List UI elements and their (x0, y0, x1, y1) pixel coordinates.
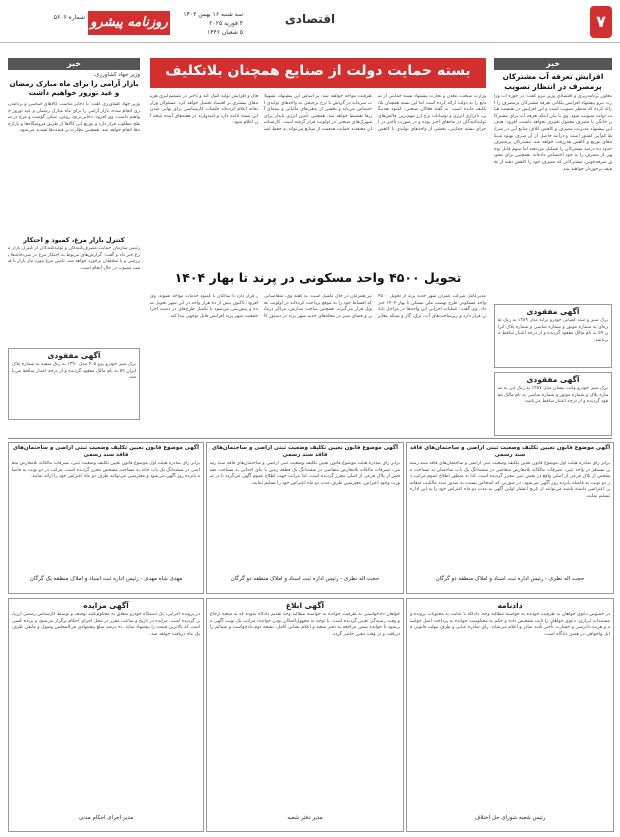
court-notice-title: دادنامه (497, 601, 523, 610)
right-news-headline: افزایش تعرفه آب مشترکان پرمصرف در انتظار تصویب (502, 72, 604, 91)
legal-notice-title: آگهی موضوع قانون تعیین تکلیف وضعیت ثبتی اراضی و ساختمان‌های فاقد سند رسمی (13, 445, 199, 458)
court-notice-signature: مدیر اجرای احکام مدنی (78, 815, 134, 821)
court-notice-body: در پرونده اجرایی، یک دستگاه خودرو متعلق به محکوم‌علیه توقیف و توسط کارشناس رسمی ارزیابی گردیده است. مزایده در تاریخ و ساعت مقرر در محل اجرای احکام برگزار می‌شود و برنده کسی است که بالاترین قیمت را پیشنهاد نماید. ده درصد مبلغ پیشنهادی فی‌المجلس وصول و مابقی ظرف یک ماه دریافت خواهد شد. (12, 612, 200, 637)
section-divider (8, 438, 612, 439)
page-number: ۷ (590, 6, 612, 38)
legal-notice (206, 442, 404, 594)
legal-notice-title: آگهی موضوع قانون تعیین تکلیف وضعیت ثبتی اراضی و ساختمان‌های فاقد سند رسمی (409, 445, 611, 458)
left-news-subheadline: کنترل بازار مرغ، کمبود و احتکار (23, 236, 125, 244)
date-gregorian: ۴ فوریه ۲۰۲۵ (209, 20, 243, 27)
left-news-body: وزیر جهاد کشاورزی گفت: با ذخایر مناسب کالاهای اساسی و برنامه‌ریزی انجام شده، بازار آرامی را برای ماه مبارک رمضان و عید نوروز خواهیم داشت. وی افزود: ذخایر برنج، روغن، شکر، گوشت و مرغ در سطح مطلوب قرار دارد و توزیع این کالاها از طریق فروشگاه‌ها و بازارچه‌ها انجام خواهد شد. همچنین نظارت بر قیمت‌ها تشدید می‌شود. (8, 102, 140, 134)
notice-box (8, 348, 140, 420)
legal-notice-title: آگهی موضوع قانون تعیین تکلیف وضعیت ثبتی اراضی و ساختمان‌های فاقد سند رسمی (212, 445, 398, 458)
notice-box (494, 304, 612, 368)
right-news-body: معاون برنامه‌ریزی و اقتصادی وزیر نیرو گفت: در حوزه آب وزارت نیرو پیشنهاد افزایش پلکانی تعرفه مشترکان پرمصرف را ارائه کرده که منتظر تصویب است و این افزایش در نشست هیئت دولت تصویب شود. وی با بیان اینکه تعرفه آب برای مشترکان خانگی با مصرف معمول تغییری نخواهد داشت، افزود: هدف این پیشنهاد مدیریت مصرف و کاهش اتلاف منابع آبی در شرایط کم‌آبی کشور است و درآمد حاصل از آن صرف بهبود شبکه‌های توزیع و کاهش هدررفت خواهد شد. مشترکان پرمصرف حدود ده درصد مشترکان را تشکیل می‌دهند اما سهم قابل توجهی از مصرف را به خود اختصاص داده‌اند. همچنین برای تشویق صرفه‌جویی، مشترکانی که مصرف خود را کاهش دهند از تخفیف برخوردار خواهند شد. (494, 94, 612, 172)
left-news-body2: رئیس سازمان حمایت مصرف‌کنندگان و تولیدکنندگان از کنترل بازار مرغ خبر داد و گفت: گزارش‌های مربوط به احتکار مرغ در سردخانه‌ها بررسی و با متخلفان برخورد خواهد شد. تامین مرغ مورد نیاز بازار با قیمت مصوب در حال انجام است. (8, 246, 140, 271)
court-notice-title: آگهی ابلاغ (285, 601, 325, 610)
news-label-right: خبر (494, 58, 612, 70)
notice-body: برگ سبز و سند کمپانی خودرو پراید مدل ۱۳۸۹ به رنگ نقره‌ای به شماره موتور و شماره شاسی و شماره پلاک ایران ۵۹ به نام مالک مفقود گردیده و از درجه اعتبار ساقط می‌باشد. (498, 318, 608, 343)
issue-number: شماره ۵۶۰۶ (53, 14, 85, 21)
second-headline: تحویل ۴۵۰۰ واحد مسکونی در پرند تا بهار ۱۴۰۴ (174, 270, 462, 285)
legal-notice-body: برابر رای صادره هیئت اول موضوع قانون تعیین تکلیف وضعیت ثبتی، تصرفات مالکانه بلامعارض متقاضی در ششدانگ یک باب خانه به مساحت مشخص محرز گردیده است. مراتب در دو نوبت به فاصله پانزده روز آگهی می‌شود و معترضین می‌توانند ظرف دو ماه اعتراض خود را ارائه نمایند. (12, 461, 200, 480)
second-story-body: مدیرعامل شرکت عمران شهر جدید پرند از تحویل ۴۵۰۰ واحد مسکونی طرح نهضت ملی مسکن تا بهار ۱۴۰۴ خبر داد. وی گفت: عملیات اجرایی این واحدها در مراحل پایانی قرار دارد و زیرساخت‌های آب، برق، گاز و شبکه معابر نیز همزمان در حال تکمیل است. به گفته وی، متقاضیانی که اقساط خود را به موقع پرداخت کرده‌اند در اولویت تحویل قرار می‌گیرند. همچنین ساخت مدارس، مراکز درمانی و فضای سبز در محله‌های جدید شهر پرند در دستور کار قرار دارد تا ساکنان با کمبود خدمات مواجه نشوند. وی افزود: تاکنون بیش از ده هزار واحد در این شهر تحویل شده و پیش‌بینی می‌شود با تکمیل طرح‌های در دست اجرا جمعیت شهر پرند افزایش قابل توجهی پیدا کند. (150, 294, 486, 319)
notice-title: آگهی مفقودی (526, 375, 580, 384)
court-notice-signature: مدیر دفتر شعبه (287, 815, 323, 821)
court-notice (206, 598, 404, 832)
date-hijri: ۵ شعبان ۱۴۴۶ (207, 29, 243, 36)
legal-notice-body: برابر رای صادره هیئت موضوع قانون تعیین تکلیف وضعیت ثبتی اراضی و ساختمان‌های فاقد سند رسمی، تصرفات مالکانه بلامعارض متقاضی در ششدانگ یک قطعه زمین با بنای احداثی به مساحت مشخص از پلاک فرعی از اصلی محرز گردیده است. لذا مراتب جهت اطلاع عموم آگهی می‌گردد تا در صورت وجود اعتراض، معترضین ظرف مدت دو ماه اعتراض خود را تسلیم نمایند. (210, 461, 400, 486)
court-notice-body: در خصوص دعوی خواهان به طرفیت خوانده به خواسته مطالبه وجه، دادگاه با عنایت به محتویات پرونده و مستندات ابرازی، دعوی خواهان را ثابت تشخیص داده و حکم به محکومیت خوانده به پرداخت اصل خواسته و هزینه دادرسی و خسارت تأخیر تأدیه صادر و اعلام می‌نماید. رای صادره غیابی و ظرف مهلت قانونی قابل واخواهی در همین دادگاه است. (410, 612, 610, 637)
notice-title: آگهی مفقودی (47, 351, 101, 360)
left-news-headline: بازار آرامی را برای ماه مبارک رمضان و عید نوروز خواهیم داشت (9, 80, 139, 97)
main-story-body: وزارت صنعت، معدن و تجارت پیشنهاد بسته حمایتی از صنایع را به دولت ارائه کرده است اما این بسته همچنان بلاتکلیف مانده است. به گفته فعالان صنعتی، کمبود نقدینگی، ناترازی انرژی و نوسانات نرخ ارز مهم‌ترین چالش‌های تولیدکنندگان در ماه‌های اخیر بوده و در صورت تأخیر در اجرای بسته حمایتی، بخشی از واحدهای تولیدی با کاهش ظرفیت مواجه خواهند شد. بر اساس این پیشنهاد، تسهیلات سرمایه در گردش با نرخ ترجیحی به واحدهای تولیدی اختصاص می‌یابد و بخشی از بدهی‌های مالیاتی و بیمه‌ای آن‌ها تقسیط خواهد شد. همچنین تأمین انرژی پایدار برای شهرک‌های صنعتی در اولویت قرار گرفته است. کارشناسان معتقدند حمایت هدفمند از صنایع می‌تواند به حفظ اشتغال و افزایش تولید کمک کند و تأخیر در تصمیم‌گیری هزینه‌های بیشتری بر اقتصاد تحمیل خواهد کرد. مسئولان وزارتخانه اعلام کرده‌اند جلسات کارشناسی برای نهایی شدن این بسته ادامه دارد و امیدوارند در هفته‌های آینده نتیجه آن اعلام شود. (150, 94, 486, 132)
main-headline: بسته حمایت دولت از صنایع همچنان بلاتکلیف (165, 63, 471, 79)
legal-notice (8, 442, 204, 594)
notice-body: برگ سبز خودرو پژو ۴۰۵ مدل ۱۳۹۰ به رنگ سفید به شماره پلاک ایران ۵۹ به نام مالک مفقود گردیده و از درجه اعتبار ساقط می‌باشد. (12, 362, 136, 381)
notice-box (494, 372, 612, 436)
date-persian: سه شنبه ۱۶ بهمن ۱۴۰۳ (183, 11, 243, 18)
legal-notice-body: برابر رای صادره هیئت اول موضوع قانون تعیین تکلیف وضعیت ثبتی اراضی و ساختمان‌های فاقد سند رسمی مستقر در واحد ثبتی، تصرفات مالکانه بلامعارض متقاضی در ششدانگ یک باب ساختمان به مساحت مشخص از پلاک فرعی از اصلی واقع در بخش ثبتی محرز گردیده است. لذا به منظور اطلاع عموم مراتب در دو نوبت به فاصله پانزده روز آگهی می‌شود. در صورتی که اشخاص نسبت به صدور سند مالکیت متقاضی اعتراضی داشته باشند می‌توانند از تاریخ انتشار اولین آگهی به مدت دو ماه اعتراض خود را به این اداره تسلیم نمایند. (410, 461, 610, 499)
notice-body: برگ سبز خودرو وانت نیسان مدل ۱۳۸۷ به رنگ آبی به شماره پلاک و شماره موتور و شماره شاسی به نام مالک مفقود گردیده و از درجه اعتبار ساقط می‌باشد. (498, 386, 608, 405)
court-notice (406, 598, 614, 832)
court-notice-title: آگهی مزایده (83, 601, 129, 610)
masthead-logo: روزنامه پیشرو (88, 11, 170, 35)
dateline (173, 10, 243, 37)
legal-notice-signature: حجت اله نظری - رئیس اداره ثبت اسناد و املاک منطقه دو گرگان (230, 576, 380, 582)
court-notice (8, 598, 204, 832)
legal-notice-signature: حجت اله نظری - رئیس اداره ثبت اسناد و املاک منطقه دو گرگان (435, 576, 585, 582)
court-notice-signature: رئیس شعبه شورای حل اختلاف (474, 815, 546, 821)
section-title: اقتصادی (284, 12, 336, 26)
left-news-kicker: وزیر جهاد کشاورزی: (93, 72, 140, 78)
legal-notice-signature: مهدی شاه مهدی - رئیس اداره ثبت اسناد و املاک منطقه یک گرگان (29, 576, 183, 582)
legal-notice (406, 442, 614, 594)
news-label-left: خبر (8, 58, 140, 70)
court-notice-body: خواهان دادخواستی به طرفیت خوانده به خواسته مطالبه وجه تقدیم دادگاه نموده که به شعبه ارجاع و وقت رسیدگی تعیین گردیده است. با توجه به مجهول‌المکان بودن خوانده، مراتب یک نوبت آگهی می‌شود تا خوانده ضمن مراجعه به دفتر شعبه و اعلام نشانی کامل، نسخه دوم دادخواست و ضمائم را دریافت و در وقت مقرر حاضر گردد. (210, 612, 400, 637)
notice-title: آگهی مفقودی (526, 307, 580, 316)
